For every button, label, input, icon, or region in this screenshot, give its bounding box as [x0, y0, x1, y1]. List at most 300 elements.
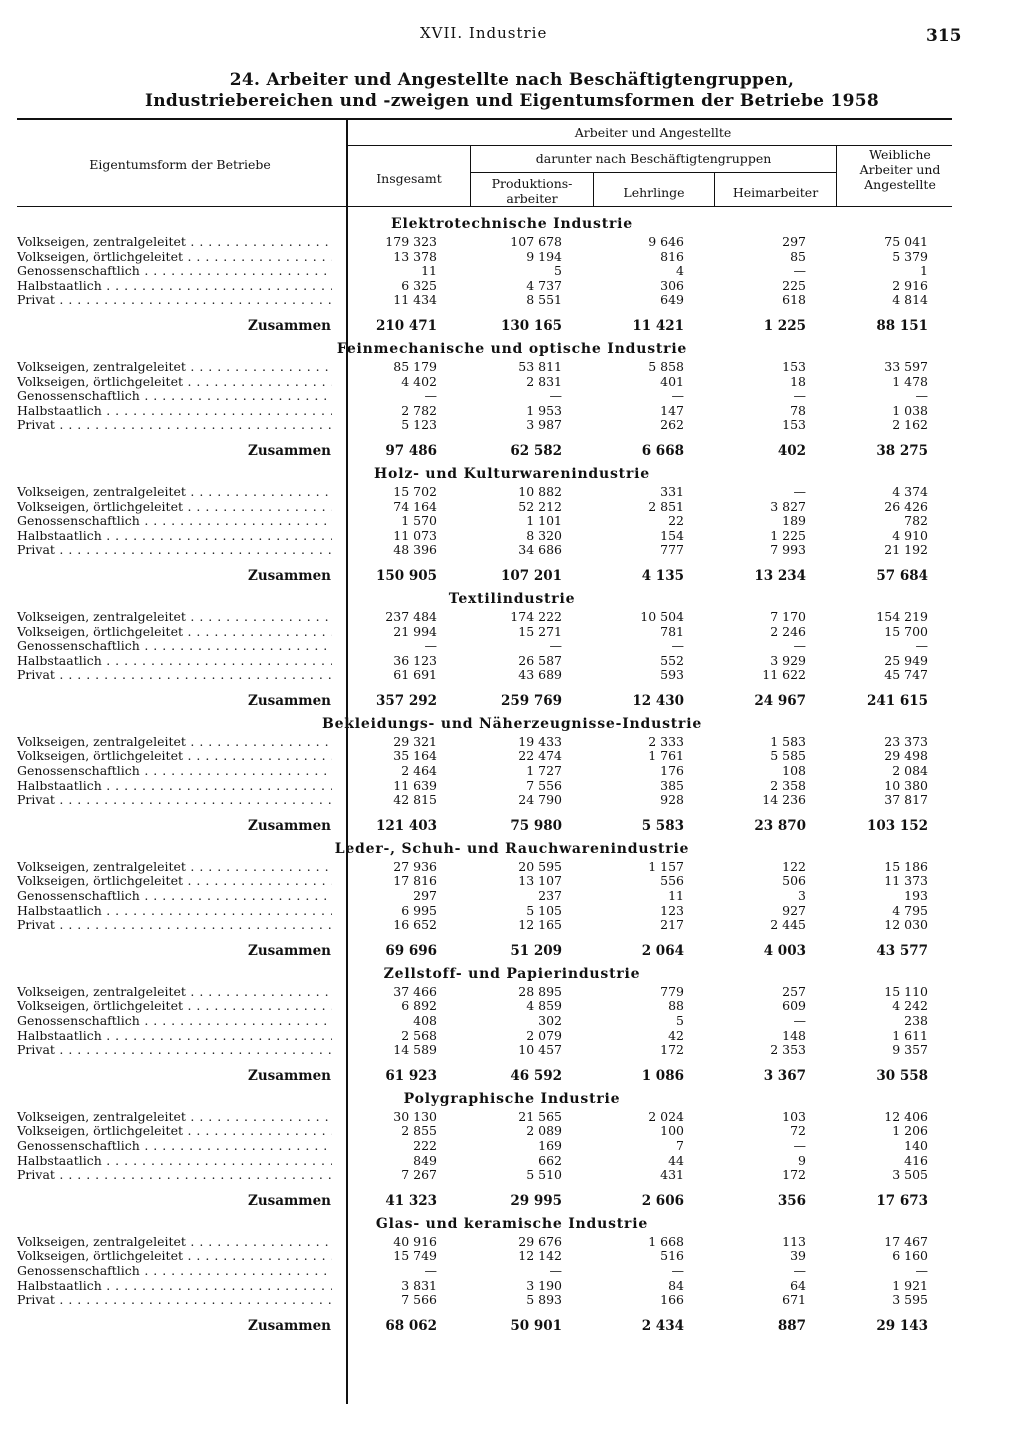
row-label: Privat . . . [17, 793, 332, 808]
cell-value: 2 445 [770, 917, 806, 933]
table-row [0, 735, 1024, 750]
cell-value: 225 [782, 277, 806, 293]
row-label: Halbstaatlich . . . [17, 654, 332, 669]
cell-value: 154 219 [876, 608, 928, 624]
row-label: Halbstaatlich . . . [17, 779, 332, 794]
row-label: Volkseigen, örtlichgeleitet . . . [17, 1249, 332, 1264]
cell-value: 88 [668, 998, 684, 1014]
cell-value: — [549, 638, 562, 654]
table-row [0, 485, 1024, 500]
cell-value: 179 323 [385, 234, 437, 249]
cell-value: 1 [920, 263, 928, 279]
total-label: Zusammen [248, 1317, 331, 1334]
cell-value: 2 851 [648, 498, 684, 514]
table-row [0, 264, 1024, 279]
table-row [0, 1249, 1024, 1264]
cell-value: 42 815 [393, 792, 437, 808]
total-value: 88 151 [876, 317, 928, 334]
row-label: Genossenschaftlich . . . [17, 514, 332, 529]
header-top-rule [17, 118, 952, 120]
cell-value: — [793, 1262, 806, 1278]
row-label: Volkseigen, zentralgeleitet . . . [17, 860, 332, 875]
page-number: 315 [926, 26, 962, 46]
table-row [0, 500, 1024, 515]
cell-value: 2 079 [526, 1027, 562, 1043]
cell-value: 43 689 [518, 667, 562, 683]
total-value: 61 923 [385, 1067, 437, 1084]
cell-value: 431 [660, 1167, 684, 1183]
cell-value: 18 [790, 373, 806, 389]
cell-value: — [424, 638, 437, 654]
row-label: Volkseigen, zentralgeleitet . . . [17, 610, 332, 625]
cell-value: 153 [782, 358, 806, 374]
row-label: Volkseigen, örtlichgeleitet . . . [17, 375, 332, 390]
total-row [0, 1315, 1024, 1338]
total-value: 12 430 [632, 692, 684, 709]
table-row [0, 514, 1024, 529]
cell-value: — [671, 1262, 684, 1278]
cell-value: 816 [660, 248, 684, 264]
table-row [0, 874, 1024, 889]
cell-value: 17 467 [884, 1233, 928, 1249]
cell-value: 7 556 [526, 777, 562, 793]
cell-value: 1 101 [526, 513, 562, 529]
table-row [0, 625, 1024, 640]
cell-value: 2 089 [526, 1123, 562, 1139]
row-label: Volkseigen, örtlichgeleitet . . . [17, 1124, 332, 1139]
cell-value: 1 570 [401, 513, 437, 529]
row-label: Privat . . . [17, 1043, 332, 1058]
table-row [0, 1124, 1024, 1139]
table-row [0, 749, 1024, 764]
cell-value: 1 206 [892, 1123, 928, 1139]
header-bottom-rule [17, 206, 952, 207]
section-title: Zellstoff- und Papierindustrie [383, 965, 641, 982]
cell-value: 26 426 [884, 498, 928, 514]
cell-value: 100 [660, 1123, 684, 1139]
row-label: Privat . . . [17, 1293, 332, 1308]
row-label: Halbstaatlich . . . [17, 1029, 332, 1044]
cell-value: 16 652 [393, 917, 437, 933]
cell-value: 11 373 [884, 873, 928, 889]
cell-value: 12 030 [884, 917, 928, 933]
stub-header: Eigentumsform der Betriebe [89, 157, 271, 172]
cell-value: 7 566 [401, 1292, 437, 1308]
cell-value: 302 [538, 1013, 562, 1028]
cell-value: 39 [790, 1248, 806, 1264]
weiblich-header: Weibliche Arbeiter und Angestellte [859, 147, 941, 192]
table-row [0, 610, 1024, 625]
total-row [0, 565, 1024, 588]
cell-value: 28 895 [518, 983, 562, 999]
cell-value: 12 406 [884, 1108, 928, 1124]
cell-value: 9 646 [648, 234, 684, 249]
table-row [0, 999, 1024, 1014]
total-value: 38 275 [876, 442, 928, 459]
total-value: 4 003 [763, 942, 806, 959]
cell-value: 53 811 [518, 358, 562, 374]
table-row [0, 1279, 1024, 1294]
cell-value: 609 [782, 998, 806, 1014]
cell-value: 23 373 [884, 733, 928, 749]
cell-value: 21 565 [518, 1108, 562, 1124]
cell-value: 22 [668, 513, 684, 529]
table-row [0, 389, 1024, 404]
table-row [0, 1235, 1024, 1250]
table-row [0, 1154, 1024, 1169]
cell-value: 6 995 [401, 902, 437, 918]
cell-value: — [549, 388, 562, 404]
row-label: Volkseigen, zentralgeleitet . . . [17, 735, 332, 750]
table-title-line-2: Industriebereichen und -zweigen und Eigentumsformen der Betriebe 1958 [144, 91, 880, 111]
cell-value: 72 [790, 1123, 806, 1139]
cell-value: 108 [782, 763, 806, 779]
cell-value: 13 378 [393, 248, 437, 264]
total-value: 259 769 [500, 692, 562, 709]
cell-value: 781 [660, 623, 684, 639]
cell-value: — [915, 638, 928, 654]
col-divider-4 [836, 146, 837, 206]
cell-value: 618 [782, 292, 806, 308]
table-row [0, 293, 1024, 308]
cell-value: 11 073 [393, 527, 437, 543]
cell-value: 103 [782, 1108, 806, 1124]
row-label: Volkseigen, örtlichgeleitet . . . [17, 749, 332, 764]
cell-value: 14 589 [393, 1042, 437, 1058]
cell-value: 11 639 [393, 777, 437, 793]
row-spacer [0, 1183, 1024, 1190]
cell-value: 1 727 [526, 763, 562, 779]
total-row [0, 815, 1024, 838]
cell-value: 11 622 [762, 667, 806, 683]
row-label: Privat . . . [17, 668, 332, 683]
cell-value: — [424, 388, 437, 404]
running-head: XVII. Industrie [420, 24, 548, 42]
cell-value: 401 [660, 373, 684, 389]
cell-value: 11 [668, 888, 684, 904]
cell-value: 29 321 [393, 733, 437, 749]
row-label: Genossenschaftlich . . . [17, 1264, 332, 1279]
total-value: 23 870 [754, 817, 806, 834]
cell-value: 5 105 [526, 902, 562, 918]
cell-value: 12 142 [518, 1248, 562, 1264]
page-header [0, 24, 1024, 48]
cell-value: 169 [538, 1137, 562, 1153]
cell-value: 21 994 [393, 623, 437, 639]
cell-value: 593 [660, 667, 684, 683]
cell-value: 4 795 [892, 902, 928, 918]
cell-value: 122 [782, 858, 806, 874]
cell-value: 29 676 [518, 1233, 562, 1249]
cell-value: 5 [554, 263, 562, 279]
row-spacer [0, 308, 1024, 315]
total-value: 11 421 [632, 317, 684, 334]
cell-value: 2 358 [770, 777, 806, 793]
cell-value: 21 192 [884, 542, 928, 558]
cell-value: 416 [904, 1152, 928, 1168]
cell-value: 15 749 [393, 1248, 437, 1264]
table-row [0, 1043, 1024, 1058]
section-title: Textilindustrie [448, 590, 576, 607]
row-label: Volkseigen, zentralgeleitet . . . [17, 1110, 332, 1125]
total-label: Zusammen [248, 1192, 331, 1209]
row-label: Volkseigen, zentralgeleitet . . . [17, 1235, 332, 1250]
total-value: 210 471 [375, 317, 437, 334]
row-label: Privat . . . [17, 418, 332, 433]
cell-value: 1 761 [648, 748, 684, 764]
cell-value: 36 123 [393, 652, 437, 668]
row-label: Genossenschaftlich . . . [17, 1014, 332, 1029]
total-value: 150 905 [375, 567, 437, 584]
cell-value: 123 [660, 902, 684, 918]
cell-value: 85 179 [393, 358, 437, 374]
cell-value: — [549, 1262, 562, 1278]
cell-value: 4 737 [526, 277, 562, 293]
cell-value: 107 678 [510, 234, 562, 249]
cell-value: 782 [904, 513, 928, 529]
total-row [0, 940, 1024, 963]
total-label: Zusammen [248, 1067, 331, 1084]
row-label: Privat . . . [17, 1168, 332, 1183]
cell-value: 5 893 [526, 1292, 562, 1308]
cell-value: 2 353 [770, 1042, 806, 1058]
section-title: Elektrotechnische Industrie [391, 216, 633, 232]
row-label: Halbstaatlich . . . [17, 1279, 332, 1294]
cell-value: 113 [782, 1233, 806, 1249]
row-label: Volkseigen, örtlichgeleitet . . . [17, 999, 332, 1014]
insgesamt-header: Insgesamt [376, 171, 442, 186]
cell-value: 4 242 [892, 998, 928, 1014]
row-label: Volkseigen, örtlichgeleitet . . . [17, 874, 332, 889]
cell-value: 1 611 [892, 1027, 928, 1043]
table-row [0, 889, 1024, 904]
cell-value: 147 [660, 402, 684, 418]
cell-value: 45 747 [884, 667, 928, 683]
row-label: Volkseigen, zentralgeleitet . . . [17, 235, 332, 250]
cell-value: 1 225 [770, 527, 806, 543]
row-label: Genossenschaftlich . . . [17, 1139, 332, 1154]
cell-value: 37 817 [884, 792, 928, 808]
total-value: 1 225 [763, 317, 806, 334]
cell-value: 5 858 [648, 358, 684, 374]
total-value: 6 668 [641, 442, 684, 459]
cell-value: 34 686 [518, 542, 562, 558]
row-label: Privat . . . [17, 293, 332, 308]
total-value: 130 165 [500, 317, 562, 334]
cell-value: 33 597 [884, 358, 928, 374]
cell-value: 3 831 [401, 1277, 437, 1293]
table-row [0, 904, 1024, 919]
cell-value: 75 041 [884, 234, 928, 249]
cell-value: 671 [782, 1292, 806, 1308]
table-row [0, 1293, 1024, 1308]
table-row [0, 639, 1024, 654]
row-label: Halbstaatlich . . . [17, 904, 332, 919]
group-header: Arbeiter und Angestellte [574, 125, 732, 140]
table-row [0, 375, 1024, 390]
cell-value: 61 691 [393, 667, 437, 683]
table-row [0, 779, 1024, 794]
cell-value: 222 [413, 1137, 437, 1153]
table-row [0, 793, 1024, 808]
table-row [0, 918, 1024, 933]
section-title: Feinmechanische und optische Industrie [336, 340, 688, 357]
cell-value: — [793, 388, 806, 404]
total-label: Zusammen [248, 317, 331, 334]
table-row [0, 1139, 1024, 1154]
cell-value: 297 [413, 888, 437, 904]
cell-value: 238 [904, 1013, 928, 1028]
total-label: Zusammen [248, 692, 331, 709]
cell-value: 2 782 [401, 402, 437, 418]
row-label: Halbstaatlich . . . [17, 279, 332, 294]
row-spacer [0, 433, 1024, 440]
cell-value: 40 916 [393, 1233, 437, 1249]
cell-value: 6 160 [892, 1248, 928, 1264]
cell-value: 237 [538, 888, 562, 904]
subgroup-rule [470, 172, 836, 173]
total-row [0, 690, 1024, 713]
table-row [0, 279, 1024, 294]
row-label: Volkseigen, örtlichgeleitet . . . [17, 500, 332, 515]
total-value: 241 615 [866, 692, 928, 709]
cell-value: 74 164 [393, 498, 437, 514]
cell-value: 24 790 [518, 792, 562, 808]
section-title: Leder-, Schuh- und Rauchwarenindustrie [334, 840, 690, 857]
cell-value: 1 478 [892, 373, 928, 389]
cell-value: 1 583 [770, 733, 806, 749]
cell-value: 2 084 [892, 763, 928, 779]
total-value: 1 086 [641, 1067, 684, 1084]
cell-value: 14 236 [762, 792, 806, 808]
cell-value: 5 510 [526, 1167, 562, 1183]
total-value: 62 582 [510, 442, 562, 459]
cell-value: 8 551 [526, 292, 562, 308]
total-value: 356 [777, 1192, 806, 1209]
total-value: 17 673 [876, 1192, 928, 1209]
cell-value: 297 [782, 234, 806, 249]
table-title [0, 70, 1024, 112]
cell-value: 2 246 [770, 623, 806, 639]
cell-value: 140 [904, 1137, 928, 1153]
cell-value: 172 [660, 1042, 684, 1058]
table-body [0, 213, 1024, 1338]
total-value: 107 201 [500, 567, 562, 584]
row-label: Genossenschaftlich . . . [17, 764, 332, 779]
row-label: Volkseigen, zentralgeleitet . . . [17, 360, 332, 375]
total-value: 13 234 [754, 567, 806, 584]
cell-value: 516 [660, 1248, 684, 1264]
table-row [0, 860, 1024, 875]
total-value: 2 606 [641, 1192, 684, 1209]
cell-value: 3 987 [526, 417, 562, 433]
cell-value: 1 157 [648, 858, 684, 874]
cell-value: 4 [676, 263, 684, 279]
total-row [0, 1190, 1024, 1213]
total-value: 97 486 [385, 442, 437, 459]
cell-value: 172 [782, 1167, 806, 1183]
cell-value: 2 855 [401, 1123, 437, 1139]
cell-value: 27 936 [393, 858, 437, 874]
cell-value: 849 [413, 1152, 437, 1168]
cell-value: 25 949 [884, 652, 928, 668]
total-value: 29 995 [510, 1192, 562, 1209]
cell-value: 4 859 [526, 998, 562, 1014]
cell-value: 153 [782, 417, 806, 433]
cell-value: — [915, 388, 928, 404]
row-spacer [0, 558, 1024, 565]
cell-value: 7 267 [401, 1167, 437, 1183]
cell-value: 408 [413, 1013, 437, 1028]
cell-value: 44 [668, 1152, 684, 1168]
cell-value: 15 186 [884, 858, 928, 874]
row-spacer [0, 808, 1024, 815]
cell-value: 3 929 [770, 652, 806, 668]
total-value: 43 577 [876, 942, 928, 959]
section-title: Holz- und Kulturwarenindustrie [374, 465, 650, 482]
group-rule [346, 145, 952, 146]
total-label: Zusammen [248, 942, 331, 959]
cell-value: 11 434 [393, 292, 437, 308]
total-value: 51 209 [510, 942, 562, 959]
section-title: Bekleidungs- und Näherzeugnisse-Industrie [321, 715, 703, 732]
table-row [0, 1014, 1024, 1029]
cell-value: — [793, 1137, 806, 1153]
cell-value: 42 [668, 1027, 684, 1043]
cell-value: 2 333 [648, 733, 684, 749]
table-row [0, 1168, 1024, 1183]
cell-value: — [915, 1262, 928, 1278]
cell-value: — [671, 638, 684, 654]
table-row [0, 654, 1024, 669]
row-label: Halbstaatlich . . . [17, 404, 332, 419]
total-value: 46 592 [510, 1067, 562, 1084]
table-row [0, 529, 1024, 544]
table-row [0, 985, 1024, 1000]
cell-value: 1 668 [648, 1233, 684, 1249]
row-label: Halbstaatlich . . . [17, 529, 332, 544]
cell-value: 662 [538, 1152, 562, 1168]
row-spacer [0, 683, 1024, 690]
total-value: 2 434 [641, 1317, 684, 1334]
cell-value: 9 357 [892, 1042, 928, 1058]
cell-value: 12 165 [518, 917, 562, 933]
total-value: 69 696 [385, 942, 437, 959]
cell-value: 176 [660, 763, 684, 779]
cell-value: 35 164 [393, 748, 437, 764]
total-label: Zusammen [248, 817, 331, 834]
cell-value: 556 [660, 873, 684, 889]
table-row [0, 668, 1024, 683]
table-row [0, 1029, 1024, 1044]
cell-value: 37 466 [393, 983, 437, 999]
cell-value: — [793, 483, 806, 499]
cell-value: 15 110 [884, 983, 928, 999]
cell-value: 237 484 [385, 608, 437, 624]
cell-value: 189 [782, 513, 806, 529]
cell-value: 84 [668, 1277, 684, 1293]
table-row [0, 764, 1024, 779]
table-row [0, 1264, 1024, 1279]
row-label: Privat . . . [17, 543, 332, 558]
cell-value: 777 [660, 542, 684, 558]
cell-value: 506 [782, 873, 806, 889]
cell-value: 306 [660, 277, 684, 293]
total-label: Zusammen [248, 442, 331, 459]
cell-value: 779 [660, 983, 684, 999]
row-spacer [0, 1058, 1024, 1065]
section-title: Glas- und keramische Industrie [375, 1215, 649, 1232]
